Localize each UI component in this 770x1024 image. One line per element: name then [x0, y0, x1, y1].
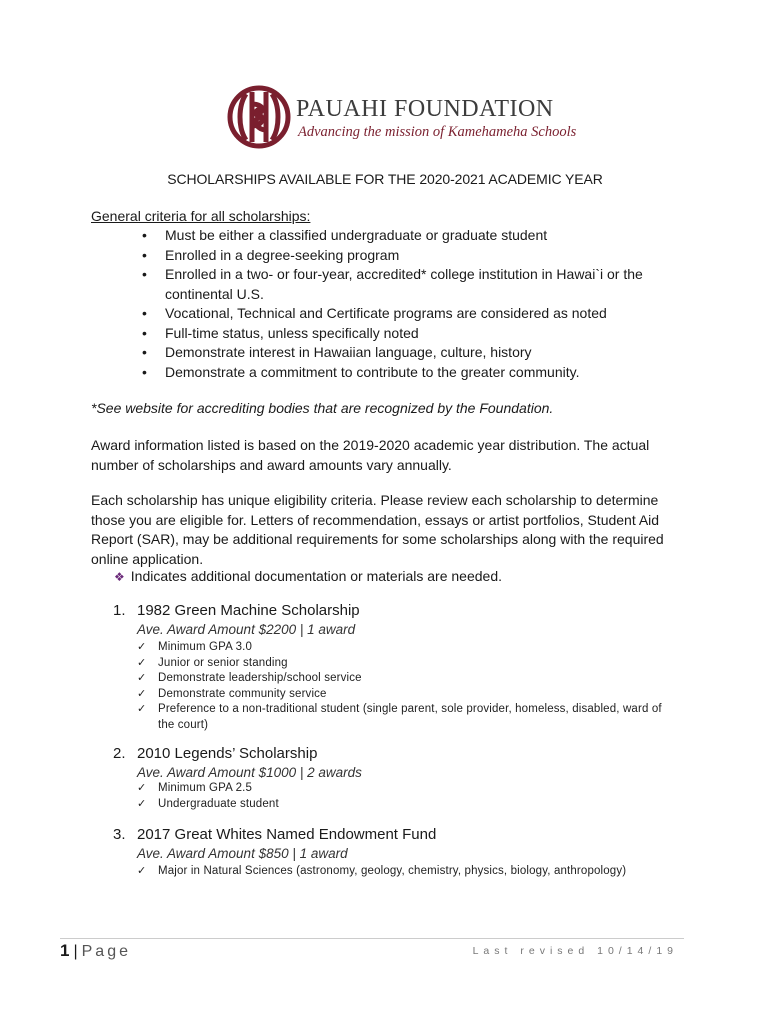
logo-title: PAUAHI FOUNDATION: [296, 96, 554, 122]
scholarship-title: 1982 Green Machine Scholarship: [137, 602, 360, 619]
scholarship-number: 3.: [113, 826, 126, 843]
criteria-label: General criteria for all scholarships:: [91, 208, 311, 224]
requirement-item: ✓ Undergraduate student: [0, 797, 678, 813]
eligibility-paragraph: Each scholarship has unique eligibility criteria. Please review each scholarship to determine those you are eligible for. Letters of recommendation, essays or artist portfolios, Student Aid Report (SAR), may be additional requirements for some scholarships along with the required online application.: [91, 492, 664, 567]
pauahi-foundation-logo: [226, 84, 577, 150]
criteria-item: • Enrolled in a two- or four-year, accredited* college institution in Hawai`i or the continental U.S.: [0, 265, 685, 304]
diamond-bullet-icon: ❖: [114, 570, 125, 584]
page-label: Page: [81, 943, 131, 960]
criteria-list: [0, 226, 770, 382]
footer-page-number: [60, 941, 131, 961]
page-title: SCHOLARSHIPS AVAILABLE FOR THE 2020-2021 ACADEMIC YEAR: [167, 171, 603, 187]
scholarship-number: 2.: [113, 745, 126, 762]
page-number: 1: [60, 941, 70, 960]
scholarship-award: Ave. Award Amount $850 | 1 award: [137, 846, 348, 861]
requirement-item: ✓ Demonstrate leadership/school service: [0, 671, 678, 687]
pauahi-monogram-icon: [226, 84, 292, 150]
scholarship-award: Ave. Award Amount $2200 | 1 award: [137, 622, 356, 637]
scholarship-title: 2017 Great Whites Named Endowment Fund: [137, 826, 437, 843]
criteria-item: • Demonstrate a commitment to contribute to the greater community.: [0, 363, 685, 383]
scholarship-title-line: [113, 826, 436, 843]
requirement-item: ✓ Junior or senior standing: [0, 656, 678, 672]
requirement-item: ✓ Major in Natural Sciences (astronomy, geology, chemistry, physics, biology, anthropology): [0, 864, 678, 880]
page-separator: |: [73, 943, 78, 960]
scholarship-title-line: [113, 745, 317, 762]
scholarship-award: Ave. Award Amount $1000 | 2 awards: [137, 765, 362, 780]
scholarship-title-line: [113, 602, 360, 619]
criteria-item: • Demonstrate interest in Hawaiian language, culture, history: [0, 343, 685, 363]
legend-line: [114, 567, 502, 588]
footer-divider: [60, 938, 684, 939]
legend-text: Indicates additional documentation or materials are needed.: [130, 568, 502, 584]
requirement-item: ✓ Preference to a non-traditional student (single parent, sole provider, homeless, disabled, ward of the court): [0, 702, 678, 733]
accreditation-note: *See website for accrediting bodies that are recognized by the Foundation.: [91, 400, 554, 416]
criteria-item: • Vocational, Technical and Certificate programs are considered as noted: [0, 304, 685, 324]
criteria-item: • Enrolled in a degree-seeking program: [0, 246, 685, 266]
criteria-item: • Must be either a classified undergraduate or graduate student: [0, 226, 685, 246]
requirement-item: ✓ Demonstrate community service: [0, 687, 678, 703]
scholarship-number: 1.: [113, 602, 126, 619]
requirements-list: [0, 640, 678, 733]
logo-subtitle: Advancing the mission of Kamehameha Schools: [298, 124, 577, 140]
requirements-list: [0, 781, 678, 812]
criteria-item: • Full-time status, unless specifically noted: [0, 324, 685, 344]
award-info-paragraph: Award information listed is based on the 2019-2020 academic year distribution. The actual number of scholarships and award amounts vary annually.: [91, 437, 650, 473]
last-revised: Last revised 10/14/19: [472, 945, 678, 957]
requirement-item: ✓ Minimum GPA 3.0: [0, 640, 678, 656]
requirements-list: [0, 864, 678, 880]
requirement-item: ✓ Minimum GPA 2.5: [0, 781, 678, 797]
scholarship-title: 2010 Legends’ Scholarship: [137, 745, 318, 762]
